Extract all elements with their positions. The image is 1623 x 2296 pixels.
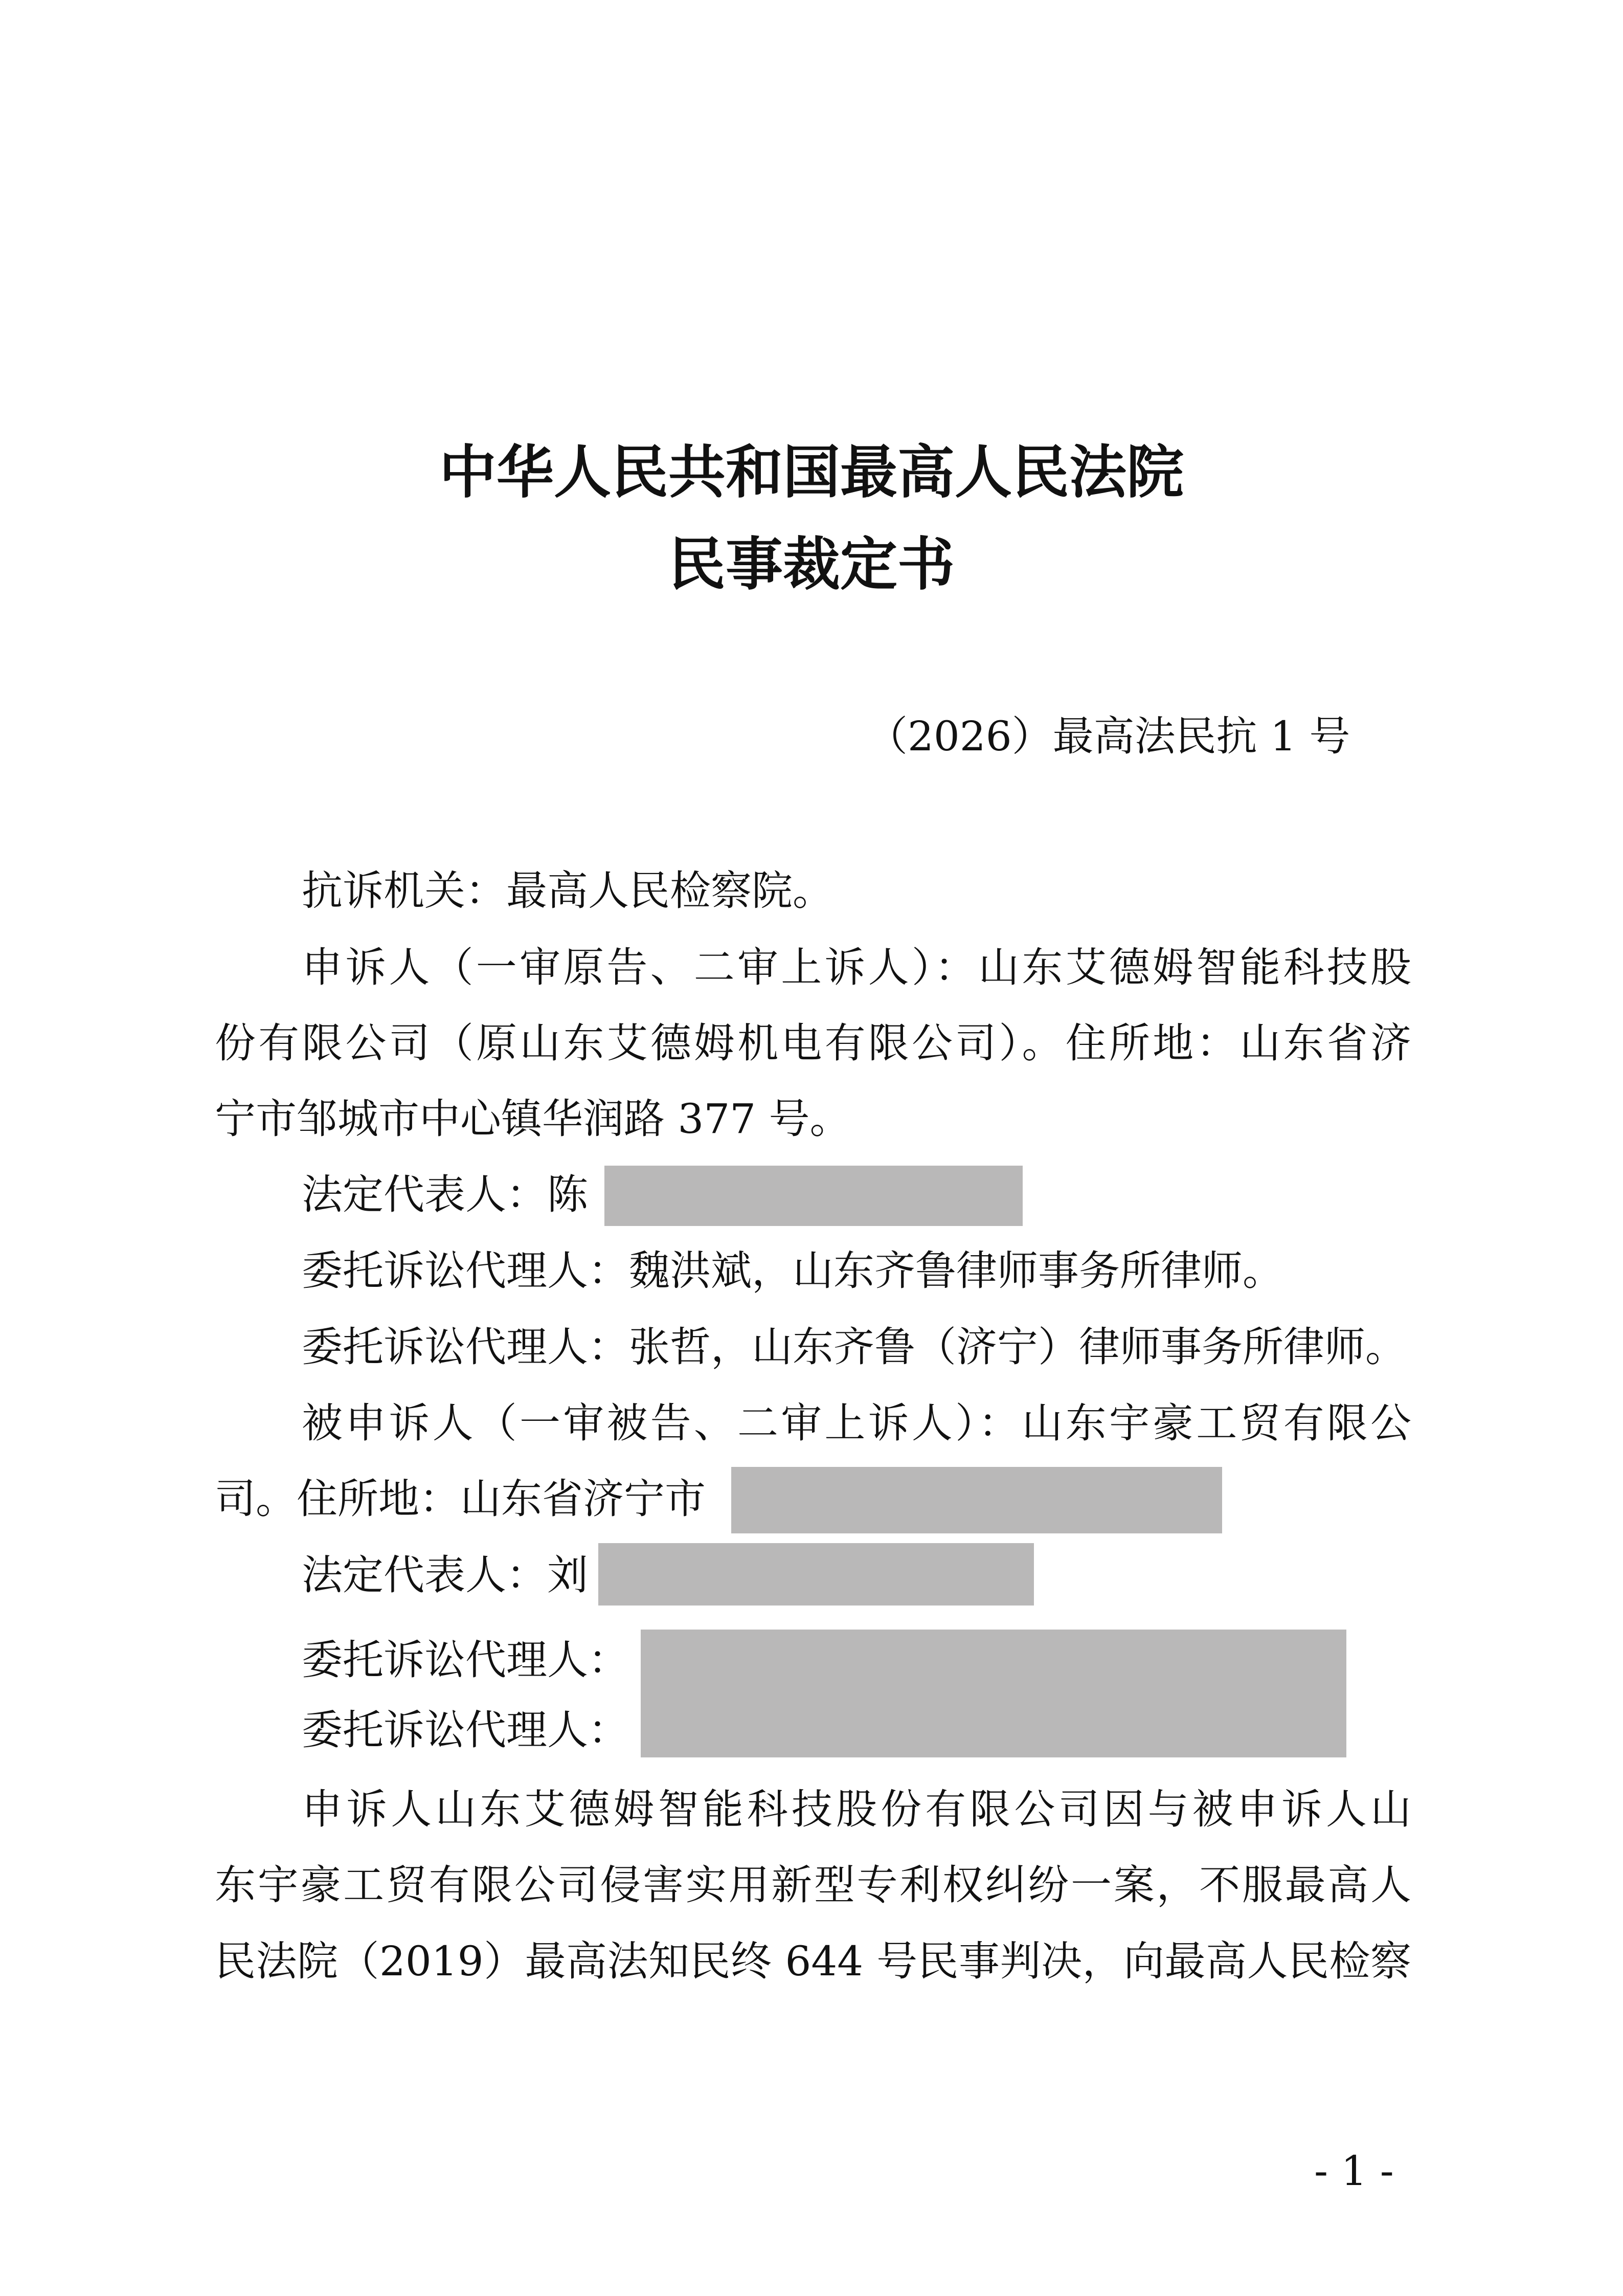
appellant-line-1: 申诉人（一审原告、二审上诉人）：山东艾德姆智能科技股: [302, 944, 1411, 991]
case-number: （2026）最高法民抗 1 号: [867, 712, 1350, 760]
appellant-agent-1: 委托诉讼代理人：魏洪斌，山东齐鲁律师事务所律师。: [302, 1247, 1283, 1295]
document-type-title: 民事裁定书: [668, 531, 955, 598]
protest-organ-line: 抗诉机关：最高人民检察院。: [302, 867, 833, 915]
body-paragraph-line-1: 申诉人山东艾德姆智能科技股份有限公司因与被申诉人山: [302, 1786, 1411, 1833]
appellant-legal-rep: 法定代表人：陈: [302, 1171, 588, 1218]
redaction-block: [731, 1467, 1222, 1533]
redaction-block: [604, 1166, 1023, 1226]
respondent-line-1: 被申诉人（一审被告、二审上诉人）：山东宇豪工贸有限公: [302, 1399, 1411, 1447]
appellant-line-2: 份有限公司（原山东艾德姆机电有限公司）。住所地：山东省济: [215, 1019, 1411, 1067]
respondent-agent-1: 委托诉讼代理人：: [302, 1636, 629, 1684]
body-paragraph-line-2: 东宇豪工贸有限公司侵害实用新型专利权纠纷一案，不服最高人: [215, 1861, 1411, 1909]
appellant-line-3: 宁市邹城市中心镇华润路 377 号。: [215, 1095, 851, 1143]
respondent-line-2: 司。住所地：山东省济宁市: [215, 1475, 706, 1523]
redaction-block: [598, 1543, 1034, 1606]
court-title: 中华人民共和国最高人民法院: [439, 439, 1184, 506]
appellant-agent-2: 委托诉讼代理人：张哲，山东齐鲁（济宁）律师事务所律师。: [302, 1323, 1406, 1371]
respondent-agent-2: 委托诉讼代理人：: [302, 1706, 629, 1754]
page-number: - 1 -: [1314, 2147, 1394, 2195]
body-paragraph-line-3: 民法院（2019）最高法知民终 644 号民事判决，向最高人民检察: [215, 1937, 1411, 1985]
respondent-legal-rep: 法定代表人：刘: [302, 1551, 588, 1599]
redaction-block: [641, 1630, 1346, 1757]
